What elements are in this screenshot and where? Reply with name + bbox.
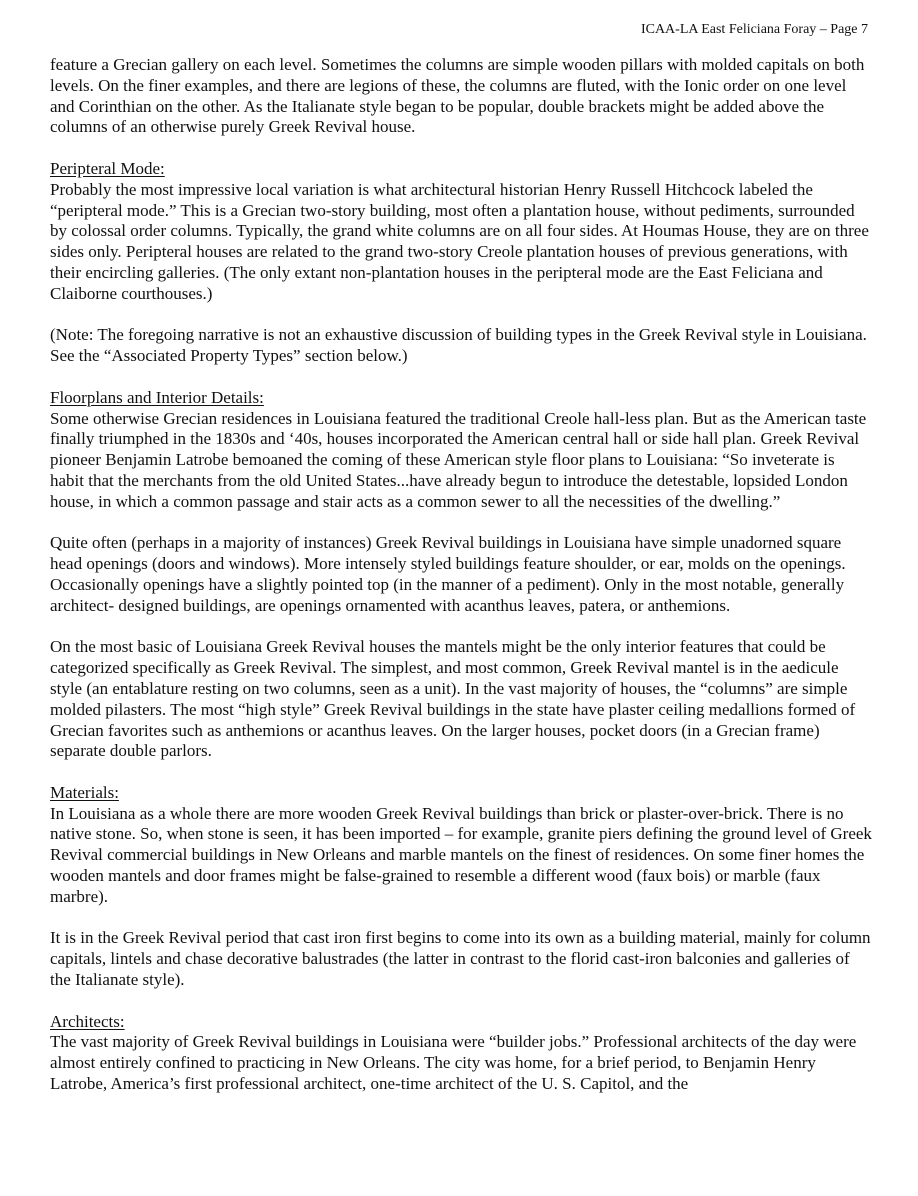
section-heading-peripteral: Peripteral Mode: — [50, 158, 165, 178]
section-heading-floorplans: Floorplans and Interior Details: — [50, 387, 264, 407]
floorplans-paragraph: Some otherwise Grecian residences in Louisiana featured the traditional Creole hall-less plan. But as the American taste finally triumphed in the 1830s and ‘40s, houses incorporated the American central hall or side hall plan. Greek Revival pioneer Benjamin Latrobe bemoaned the coming of these American style floor plans to Louisiana: “So inveterate is habit that the merchants from the old United States...have already begun to introduce the detestable, lopsided London house, in which a common passage and stair acts as a common sewer to all the necessities of the dwelling.” — [50, 408, 867, 511]
section-heading-architects: Architects: — [50, 1011, 125, 1031]
paragraph-gap — [50, 367, 872, 388]
cast-iron-paragraph: It is in the Greek Revival period that cast iron first begins to come into its own as a building material, mainly for column capitals, lintels and chase decorative balustrades (the latter in contrast to the florid cast-iron balconies and galleries of the Italianate style). — [50, 928, 871, 990]
intro-paragraph: feature a Grecian gallery on each level. Sometimes the columns are simple wooden pillars with molded capitals on both levels. On the finer examples, and there are legions of these, the columns are fluted, with the Ionic order on one level and Corinthian on the other. As the Italianate style began to be popular, double brackets might be added above the columns of an otherwise purely Greek Revival house. — [50, 55, 865, 137]
openings-paragraph: Quite often (perhaps in a majority of instances) Greek Revival buildings in Louisiana have simple unadorned square head openings (doors and windows). More intensely styled buildings feature shoulder, or ear, molds on the openings. Occasionally openings have a slightly pointed top (in the manner of a pediment). Only in the most notable, generally architect- designed buildings, are openings ornamented with acanthus leaves, patera, or anthemions. — [50, 533, 846, 615]
section-heading-materials: Materials: — [50, 782, 119, 802]
note-paragraph: (Note: The foregoing narrative is not an exhaustive discussion of building types in the Greek Revival style in Louisiana. See the “Associated Property Types” section below.) — [50, 325, 867, 366]
running-header: ICAA-LA East Feliciana Foray – Page 7 — [640, 22, 868, 37]
paragraph-gap — [50, 617, 872, 638]
peripteral-paragraph: Probably the most impressive local variation is what architectural historian Henry Russell Hitchcock labeled the “peripteral mode.” This is a Grecian two-story building, most often a plantation house, without pediments, surrounded by colossal order columns. Typically, the grand white columns are on all four sides. At Houmas House, they are on three sides only. Peripteral houses are related to the grand two-story Creole plantation houses of previous generations, with their encircling galleries. (The only extant non-plantation houses in the peripteral mode are the East Feliciana and Claiborne courthouses.) — [50, 179, 869, 303]
paragraph-gap — [50, 513, 872, 534]
paragraph-gap — [50, 991, 872, 1012]
architects-paragraph: The vast majority of Greek Revival buildings in Louisiana were “builder jobs.” Professional architects of the day were almost entirely confined to practicing in New Orleans. The city was home, for a brief period, to Benjamin Henry Latrobe, America’s first professional architect, one-time architect of the U. S. Capitol, and the — [50, 1032, 857, 1094]
document-body — [50, 55, 872, 1095]
paragraph-gap — [50, 138, 872, 159]
materials-paragraph: In Louisiana as a whole there are more wooden Greek Revival buildings than brick or plaster-over-brick. There is no native stone. So, when stone is seen, it has been imported – for example, granite piers defining the ground level of Greek Revival commercial buildings in New Orleans and marble mantels on the finest of residences. On some finer homes the wooden mantels and door frames might be false-grained to resemble a different wood (faux bois) or marble (faux marbre). — [50, 803, 872, 906]
mantels-paragraph: On the most basic of Louisiana Greek Revival houses the mantels might be the only interior features that could be categorized specifically as Greek Revival. The simplest, and most common, Greek Revival mantel is in the aedicule style (an entablature resting on two columns, seen as a unit). In the vast majority of houses, the “columns” are simple molded pilasters. The most “high style” Greek Revival buildings in the state have plaster ceiling medallions formed of Grecian favorites such as anthemions or acanthus leaves. On the larger houses, pocket doors (in a Grecian frame) separate double parlors. — [50, 637, 856, 761]
paragraph-gap — [50, 908, 872, 929]
paragraph-gap — [50, 762, 872, 783]
paragraph-gap — [50, 305, 872, 326]
